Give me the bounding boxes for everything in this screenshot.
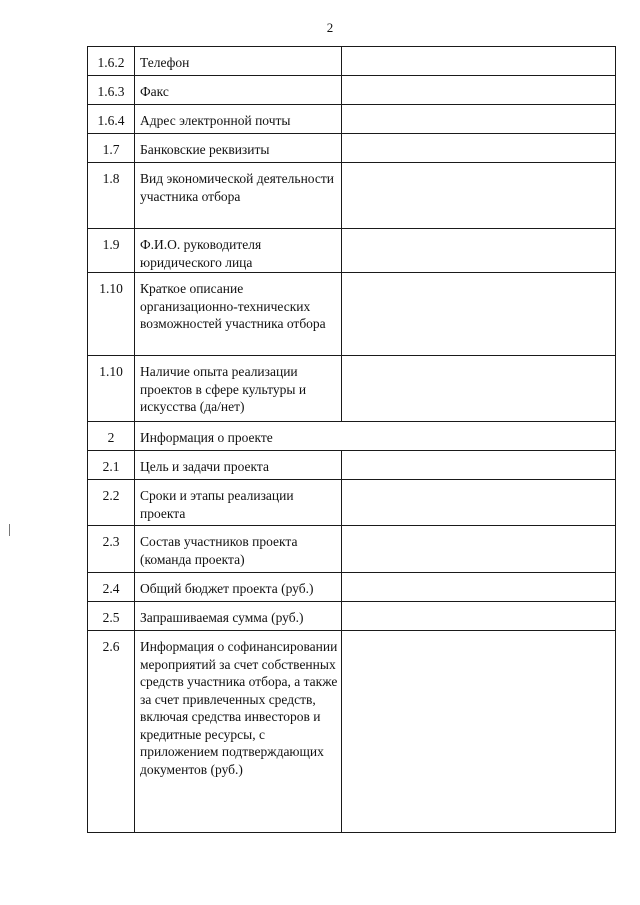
- row-value-cell[interactable]: [342, 47, 616, 76]
- row-value-cell[interactable]: [342, 451, 616, 480]
- page-number: 2: [326, 20, 334, 35]
- row-label: Вид экономической деятельности участника отбора: [135, 163, 342, 229]
- table-row: [88, 526, 616, 573]
- row-number: 2.2: [88, 480, 135, 526]
- table-row: [88, 480, 616, 526]
- section-header-row: [88, 422, 616, 451]
- row-number: 1.6.3: [88, 76, 135, 105]
- row-value-cell[interactable]: [342, 105, 616, 134]
- row-label: Банковские реквизиты: [135, 134, 342, 163]
- row-number: 2.3: [88, 526, 135, 573]
- row-number: 2.1: [88, 451, 135, 480]
- application-form-table: [87, 46, 616, 833]
- row-label: Цель и задачи проекта: [135, 451, 342, 480]
- row-number: 1.7: [88, 134, 135, 163]
- row-value-cell[interactable]: [342, 480, 616, 526]
- row-number: 1.8: [88, 163, 135, 229]
- row-number: 1.10: [88, 356, 135, 422]
- row-value-cell[interactable]: [342, 602, 616, 631]
- row-number: 2: [88, 422, 135, 451]
- row-number: 1.6.2: [88, 47, 135, 76]
- table-row: [88, 47, 616, 76]
- row-label: Телефон: [135, 47, 342, 76]
- table-row: [88, 451, 616, 480]
- row-value-cell[interactable]: [342, 526, 616, 573]
- row-number: 1.10: [88, 273, 135, 356]
- row-number: 1.6.4: [88, 105, 135, 134]
- row-number: 1.9: [88, 229, 135, 273]
- row-number: 2.4: [88, 573, 135, 602]
- row-value-cell[interactable]: [342, 273, 616, 356]
- section-title: Информация о проекте: [135, 422, 616, 451]
- row-number: 2.6: [88, 631, 135, 833]
- table-row: [88, 602, 616, 631]
- table-row: [88, 273, 616, 356]
- table-row: [88, 631, 616, 833]
- row-value-cell[interactable]: [342, 631, 616, 833]
- row-value-cell[interactable]: [342, 573, 616, 602]
- table-row: [88, 356, 616, 422]
- table-row: [88, 163, 616, 229]
- row-value-cell[interactable]: [342, 76, 616, 105]
- row-label: Ф.И.О. руководителя юридического лица: [135, 229, 342, 273]
- row-value-cell[interactable]: [342, 134, 616, 163]
- table-row: [88, 573, 616, 602]
- row-number: 2.5: [88, 602, 135, 631]
- row-label: Состав участников проекта (команда проекта): [135, 526, 342, 573]
- row-value-cell[interactable]: [342, 356, 616, 422]
- row-label: Запрашиваемая сумма (руб.): [135, 602, 342, 631]
- row-label: Общий бюджет проекта (руб.): [135, 573, 342, 602]
- row-value-cell[interactable]: [342, 229, 616, 273]
- table-row: [88, 229, 616, 273]
- row-value-cell[interactable]: [342, 163, 616, 229]
- row-label: Краткое описание организационно-технических возможностей участника отбора: [135, 273, 342, 356]
- table-row: [88, 134, 616, 163]
- row-label: Адрес электронной почты: [135, 105, 342, 134]
- row-label: Наличие опыта реализации проектов в сфере культуры и искусства (да/нет): [135, 356, 342, 422]
- scan-edge-mark: [9, 524, 10, 536]
- row-label: Информация о софинансировании мероприятий за счет собственных средств участника отбора, а также за счет привлеченных средств, включая средства инвесторов и кредитные ресурсы, с приложением подтверждающих документов (руб.): [135, 631, 342, 833]
- table-row: [88, 105, 616, 134]
- row-label: Факс: [135, 76, 342, 105]
- table-row: [88, 76, 616, 105]
- row-label: Сроки и этапы реализации проекта: [135, 480, 342, 526]
